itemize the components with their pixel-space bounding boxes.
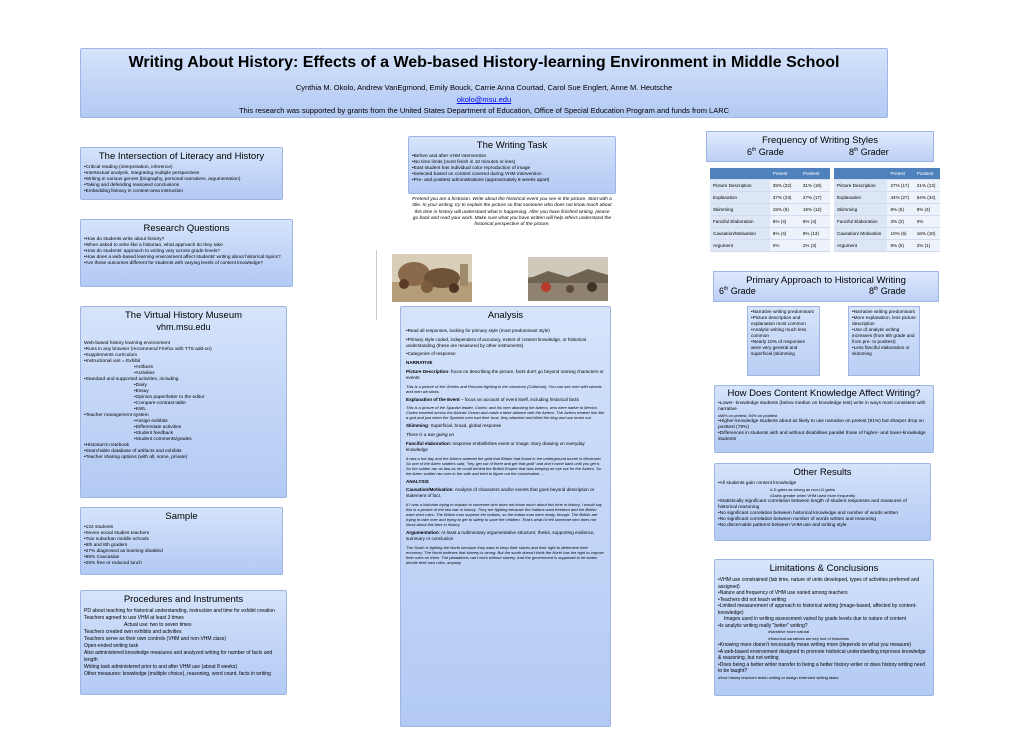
list-item: •Essay <box>134 389 149 394</box>
table-row <box>834 228 940 240</box>
table-row <box>834 204 940 216</box>
list-item: •Before and after VHM intervention <box>412 154 487 159</box>
historical-painting-2 <box>528 257 608 301</box>
analysis-paragraph: •Categories of response: <box>406 351 457 357</box>
list-item: •Differentiate activities <box>134 425 182 430</box>
support-statement: This research was supported by grants from the United States Department of Education, Office of Special Education Program and funds from LARC <box>238 106 730 115</box>
grade-suffix: th <box>874 286 879 292</box>
frequency-header <box>706 131 934 162</box>
column-header: Pretest <box>770 168 800 180</box>
analysis-body <box>406 328 605 565</box>
list-item: •East student has individual color reproduction of image <box>412 166 531 171</box>
category-heading: Argumentation <box>406 529 439 535</box>
column-header: Pretest <box>887 168 913 180</box>
list-item: •How does a web-based learning environment affect students' writing about historical topics? <box>84 255 281 260</box>
analysis-heading: ANALYSIS <box>406 478 429 484</box>
research-box <box>80 219 293 287</box>
list-item: •Seven social studies teachers <box>84 531 150 536</box>
content-knowledge-title: How Does Content Knowledge Affect Writing? <box>727 388 921 399</box>
list-item: •124 students <box>84 525 114 530</box>
table-cell: Picture Description <box>834 180 887 192</box>
list-item: Other measures: knowledge (multiple choice), reasoning, word count, facts in writing <box>84 671 271 677</box>
intersection-title: The Intersection of Literacy and History <box>98 151 265 162</box>
grade-number: 6 <box>747 147 753 157</box>
poster-header <box>80 48 888 118</box>
list-item: •27% diagnosed as learning disabled <box>84 549 163 554</box>
column-header <box>834 168 887 180</box>
content-knowledge-box <box>714 385 934 453</box>
list-item: •How do students write about history? <box>84 237 165 242</box>
grade-suffix: th <box>724 286 729 292</box>
other-results-title: Other Results <box>793 467 852 478</box>
list-item: •Selected based on content covered during VHM intervention <box>412 172 542 177</box>
list-item: •Nature and frequency of VHM use varied among teachers <box>718 590 848 596</box>
grade-number: 8 <box>849 147 855 157</box>
table-cell: Causation/ Motivation <box>834 228 887 240</box>
table-cell: 0% <box>914 216 940 228</box>
list-item: •Student feedback <box>134 431 174 436</box>
category-description: – focus on account of event itself, including historical facts <box>459 396 579 402</box>
list-item: Open-ended writing task <box>84 643 139 649</box>
list-item: •Analytic writing much less common <box>751 327 807 338</box>
intersection-list <box>84 165 279 195</box>
category-description: : Superficial, broad, global response <box>427 423 502 429</box>
list-item: •A web-based environment designed to promote historical understanding improves knowledge & reasoning, but not writing <box>718 648 928 661</box>
column-header <box>710 168 770 180</box>
example-text: This is a picture of the Greeks and Romans fighting in the coloseom (Coliseum). You can see men with swords and men wit sticks. <box>406 383 602 394</box>
table-cell: 21% (13) <box>914 180 940 192</box>
category-heading: Fanciful elaboration: <box>406 440 452 446</box>
historical-painting-1 <box>392 254 472 302</box>
procedures-box <box>80 590 287 695</box>
list-item: •Are these outcomes different for students with varying levels of content knowledge? <box>84 261 263 266</box>
limitations-title: Limitations & Conclusions <box>769 563 879 574</box>
grade6-approach-list <box>747 306 820 376</box>
list-item: •Does being a better writer transfer to being a better history writer or does history writing need to be taught? <box>718 661 927 674</box>
list-item: •Differences in students with and without disabilities parallel those of higher- and lower-knowledge students <box>718 431 928 442</box>
writing-task-list <box>412 154 612 184</box>
list-item: •Supplements curriculum <box>84 353 138 358</box>
procedures-list <box>84 608 283 678</box>
list-item: •Taking and defending reasoned conclusions <box>84 183 180 188</box>
list-item: •Pre- and posttest administrations (approximately 8 weeks apart) <box>412 178 550 183</box>
list-item: •LD gains as strong as non-LD gains <box>770 487 835 492</box>
example-text: The South is fighting the North because they want to keep their slaves and their right to determine their economy. The North believes that slavery is wrong. But the south doesn't think the North has the right to impose their rules on them. The plantations can't work without slavery. And the government is supposed to let states decide their own rules, anyway. <box>406 544 604 565</box>
list-item: •Statistically significant correlation between length of student responses and measures of historical reasoning <box>718 499 909 510</box>
table-cell: Explanation <box>710 192 770 204</box>
table-cell: 37% (23) <box>770 192 800 204</box>
list-item: •When asked to write like a historian, what approach do they take <box>84 243 223 248</box>
list-item: •Picture description and explanation most common <box>751 315 806 326</box>
sample-box <box>80 507 283 575</box>
table-cell: 35% (22) <box>770 180 800 192</box>
list-item: •Assign exhibits <box>134 419 168 424</box>
category-heading: Skimming <box>406 423 428 429</box>
grade8-label <box>849 147 889 157</box>
table-cell: Argument <box>834 240 887 252</box>
grade-number: 6 <box>719 286 725 296</box>
table-cell: 3% (2) <box>887 216 913 228</box>
table-cell: 6% (4) <box>770 216 800 228</box>
list-item: •No significant correlation between historical knowledge and number of words written <box>718 511 899 516</box>
table-cell: 10% (6) <box>887 228 913 240</box>
category-heading: Picture Description <box>406 368 449 374</box>
research-title: Research Questions <box>143 223 230 234</box>
list-item: •More explanation, less picture description <box>852 315 916 326</box>
grade6-frequency-table <box>710 168 830 252</box>
table-row <box>834 216 940 228</box>
list-item: •Lower- knowledge students (below median on knowledge test) write in ways most consistent with narrative <box>718 401 927 412</box>
grade8-label <box>869 286 906 296</box>
limitations-list <box>718 577 930 681</box>
poster-title: Writing About History: Effects of a Web-based History-learning Environment in Middle School <box>128 54 840 71</box>
table-cell: Argument <box>710 240 770 252</box>
list-item: •Runs in any browser (recommend Firefox with TTS add-on) <box>84 347 212 352</box>
limitations-box <box>714 559 934 696</box>
museum-list <box>84 341 283 461</box>
grade-word: Grade <box>878 286 906 296</box>
table-cell: 44% (27) <box>887 192 913 204</box>
authors: Cynthia M. Okolo, Andrew VanEgmond, Emily Bouck, Carrie Anna Courtad, Carol Sue Englert, Anne M. Heutsche <box>295 83 673 92</box>
table-cell: Skimming <box>710 204 770 216</box>
list-item: •No time limits (most finish in 10 minutes or less) <box>412 160 516 165</box>
list-item: •Embedding literacy in content-area instruction <box>84 189 184 194</box>
example-text: If I was a historian trying to explain to someone who does not know much about this time in history, I would say this is a picture of the last war in history. They are fighting because the Indians want freedom and the British want strict rules. The British man surprise the Indians, so the Indian man were ready, though. The British are trying to take over and trying to get to safety to save the children. That's what I'd tell someone who does not know about this time in history. <box>406 501 602 527</box>
writing-prompt: Pretend you are a historian. Write about the historical event you see in the picture. Start with a title. In your writing, try to explain the picture so that someone who does not know much about this time in history will understand what is happening. After you have finished writing, please go back and read your work. Make sure what you have written will help others understand the historical perspective of the picture. <box>412 197 612 228</box>
table-header-row <box>710 168 830 180</box>
table-cell: 0% <box>770 240 800 252</box>
example-text: It was a hot day and the Aztecs watered the gold that Britain had found in the underground tunnel in Mexicodo. So one of the Aztec soldiers said, "hey, get out of there and get that gold" and don't come back until you get it. So the soldier ran as fast as he could behind the British Empire that was keeping an eye out for the Aztecs. So the Aztec soldier ran over to the safe and tried to figure out the combination.… <box>406 455 602 476</box>
grade-number: 8 <box>869 286 875 296</box>
category-heading: Explanation of the Event <box>406 396 460 402</box>
table-row <box>834 192 940 204</box>
list-item: •Higher-knowledge students about as likely to use narrative on pretest (91%) but sharper drop on posttest (79%) <box>718 419 926 430</box>
divider-line <box>376 250 377 320</box>
list-item: Web-based history learning environment <box>84 341 171 346</box>
frequency-title: Frequency of Writing Styles <box>762 135 878 146</box>
analysis-title: Analysis <box>487 310 524 321</box>
list-item: •How history teachers teach writing or assign extended writing tasks <box>718 674 839 680</box>
list-item: •Teachers did not teach writing <box>718 596 786 603</box>
table-cell: Fanciful Elaboration <box>710 216 770 228</box>
table-cell: Causation/Motivation <box>710 228 770 240</box>
list-item: •No discernable patterns between VHM use and writing style <box>718 523 847 528</box>
list-item: •No significant correlation between number of words written and reasoning <box>718 517 876 522</box>
table-cell: 27% (17) <box>887 180 913 192</box>
museum-url: vhm.msu.edu <box>156 322 211 332</box>
table-cell: Picture Description <box>710 180 770 192</box>
list-item: •How do students' approach to writing vary across grade levels? <box>84 249 220 254</box>
writing-task-box <box>408 136 616 194</box>
list-item: •Two suburban middle schools <box>84 537 149 542</box>
list-item: •Teacher sharing options (with all, some, private) <box>84 455 188 460</box>
list-item: •Narrative writing predominant <box>751 309 814 314</box>
category-heading: Causation/Motivation <box>406 487 453 493</box>
list-item: Also administered knowledge measures and analyzed writing for number of facts and length <box>84 650 274 663</box>
table-cell: 8% (5) <box>887 240 913 252</box>
list-item: Teachers serve as their own controls (VHM and non-VHM class) <box>84 636 226 642</box>
column-header: Posttest <box>914 168 940 180</box>
list-item: •Knowing more doesn't necessarily mean writing more (depends on what you measure) <box>718 642 912 648</box>
list-item: •Gains greater when VHM used more frequently <box>770 493 855 498</box>
list-item: •KWL <box>134 407 147 412</box>
list-item: •Standard and supported activities, including <box>84 377 179 382</box>
list-item: •Searchable database of artifacts and exhibits <box>84 449 182 454</box>
grade-suffix: th <box>854 147 859 153</box>
table-row <box>710 240 830 252</box>
table-cell: 54% (34) <box>914 192 940 204</box>
other-results-box <box>714 463 931 541</box>
list-item: Writing task administered prior to and after VHM use (about 8 weeks) <box>84 664 238 670</box>
table-cell: 8% (5) <box>887 204 913 216</box>
intersection-box <box>80 147 283 200</box>
other-results-list <box>718 481 927 529</box>
category-description: : Analysis of characters and/or events that goes beyond description or statement of fact. <box>406 487 595 499</box>
table-cell: 6% (4) <box>800 216 830 228</box>
research-list <box>84 237 289 267</box>
grade-word: Grade <box>756 147 784 157</box>
table-header-row <box>834 168 940 180</box>
list-item: •Intertextual analysis, integrating multiple perspectives <box>84 171 200 176</box>
list-item: •All students gain content knowledge <box>718 481 797 486</box>
grade-word: Grader <box>858 147 889 157</box>
list-item: •Historian's notebook <box>84 443 129 448</box>
table-row <box>710 180 830 192</box>
grade8-frequency-table <box>834 168 940 252</box>
list-item: •Instructional unit = Exhibit <box>84 359 141 364</box>
list-item: •Narrative more natural <box>768 629 810 634</box>
list-item: Teachers created own exhibits and activities <box>84 629 182 635</box>
list-item: •Artifacts <box>134 365 154 370</box>
table-cell: 8% (13) <box>800 228 830 240</box>
list-item: •Historical narratives are key tool of historians <box>768 635 849 641</box>
analysis-box <box>400 306 611 727</box>
museum-title: The Virtual History Museum <box>124 310 243 321</box>
list-item: •Less fanciful elaboration or skimming <box>852 345 910 356</box>
example-text: This is a picture of the Spanish leader, Cortez, and his men attacking the Aztecs, who were native to Mexico. Cortez traveled across the Atlantic Ocean and made a false alliance with the Aztecs. The Aztecs treated him like a god and just when the Spanish men had their trust, they attacked and killed the king and war broke out. <box>406 405 605 421</box>
list-item: PD about teaching for historical understanding, instruction and time for exhibit creation <box>84 608 275 614</box>
table-cell: 16% (10) <box>914 228 940 240</box>
list-item: Teachers agreed to use VHM at least 3 times <box>84 615 184 621</box>
list-item: •6th and 8th graders <box>84 543 128 548</box>
writing-task-title: The Writing Task <box>476 140 548 151</box>
list-item: •Narrative writing predominant <box>852 309 915 314</box>
grade6-label <box>747 147 784 157</box>
table-row <box>834 240 940 252</box>
list-item: •88% on pretest, 84% on posttest <box>718 413 778 418</box>
list-item: •95% Caucasian <box>84 555 120 560</box>
list-item: •Writing in various genres (biography, personal narratives, argumentation) <box>84 177 241 182</box>
list-item: •Activities <box>134 371 155 376</box>
list-item: Images used in writing assessment varied by grade levels due to nature of content <box>724 616 907 622</box>
category-description: response embellishes event or image; story drawing on everyday knowledge <box>406 440 585 452</box>
list-item: •Dairy <box>134 383 147 388</box>
table-cell: 6% (4) <box>770 228 800 240</box>
table-row <box>710 228 830 240</box>
list-item: •25% free or reduced lunch <box>84 561 142 566</box>
list-item: •VHM use constrained (lab time, nature of units developed, types of activities preferred and assigned) <box>718 577 921 590</box>
example-text: There is a war going on <box>406 432 455 438</box>
grade6-label <box>719 286 756 296</box>
narrative-heading: NARRATIVE <box>406 360 433 366</box>
table-cell: 27% (17) <box>800 192 830 204</box>
category-description: - focus on describing the picture, facts don't go beyond naming characters or events <box>406 368 604 380</box>
analysis-paragraph: •Primary style coded, independent of accuracy, extent of content knowledge, or historical understanding (these are measured by other instruments) <box>406 336 587 348</box>
content-knowledge-list <box>718 401 930 443</box>
analysis-paragraph: •Read all responses, looking for primary style (most predominant style) <box>406 328 550 333</box>
email-link[interactable]: okolo@msu.edu <box>456 95 512 104</box>
list-item: •Student comments/grades <box>134 437 192 442</box>
table-cell: Skimming <box>834 204 887 216</box>
table-cell: 6% (4) <box>914 204 940 216</box>
table-cell: 2% (1) <box>914 240 940 252</box>
grade8-approach-list <box>848 306 920 376</box>
column-header: Posttest <box>800 168 830 180</box>
list-item: Actual use: two to seven times <box>124 622 192 628</box>
table-cell: Fanciful Elaboration <box>834 216 887 228</box>
table-cell: Explanation <box>834 192 887 204</box>
list-item: •Is analytic writing really "better" writing? <box>718 622 808 629</box>
list-item: •Teacher management system <box>84 413 149 418</box>
category-description: : At least a rudimentary argumentative structure; thesis, supporting evidence, summary or conclusion <box>406 529 595 541</box>
list-item: •Critical reading (interpretation, inference) <box>84 165 173 170</box>
sample-title: Sample <box>165 511 198 522</box>
list-item: •Nearly 10% of responses were very general and superficial (skimming <box>751 339 806 356</box>
table-cell: 2% (3) <box>800 240 830 252</box>
primary-approach-title: Primary Approach to Historical Writing <box>746 275 906 286</box>
museum-box <box>80 306 287 498</box>
grade-suffix: th <box>752 147 757 153</box>
list-item: •Limited measurement of approach to historical writing (image-based, affected by content-knowledge) <box>718 603 917 616</box>
table-row <box>710 192 830 204</box>
list-item: •Opinion paper/letter to the editor <box>134 395 205 400</box>
list-item: •Use of analytic writing increases (from 6th grade and from pre- to posttest) <box>852 327 915 344</box>
table-cell: 15% (9) <box>770 204 800 216</box>
list-item: •Compare-contrast table <box>134 401 186 406</box>
table-row <box>834 180 940 192</box>
table-row <box>710 204 830 216</box>
table-cell: 31% (19) <box>800 180 830 192</box>
sample-list <box>84 525 279 567</box>
grade-word: Grade <box>728 286 756 296</box>
table-cell: 19% (12) <box>800 204 830 216</box>
procedures-title: Procedures and Instruments <box>123 594 244 605</box>
primary-approach-header <box>713 271 939 302</box>
table-row <box>710 216 830 228</box>
